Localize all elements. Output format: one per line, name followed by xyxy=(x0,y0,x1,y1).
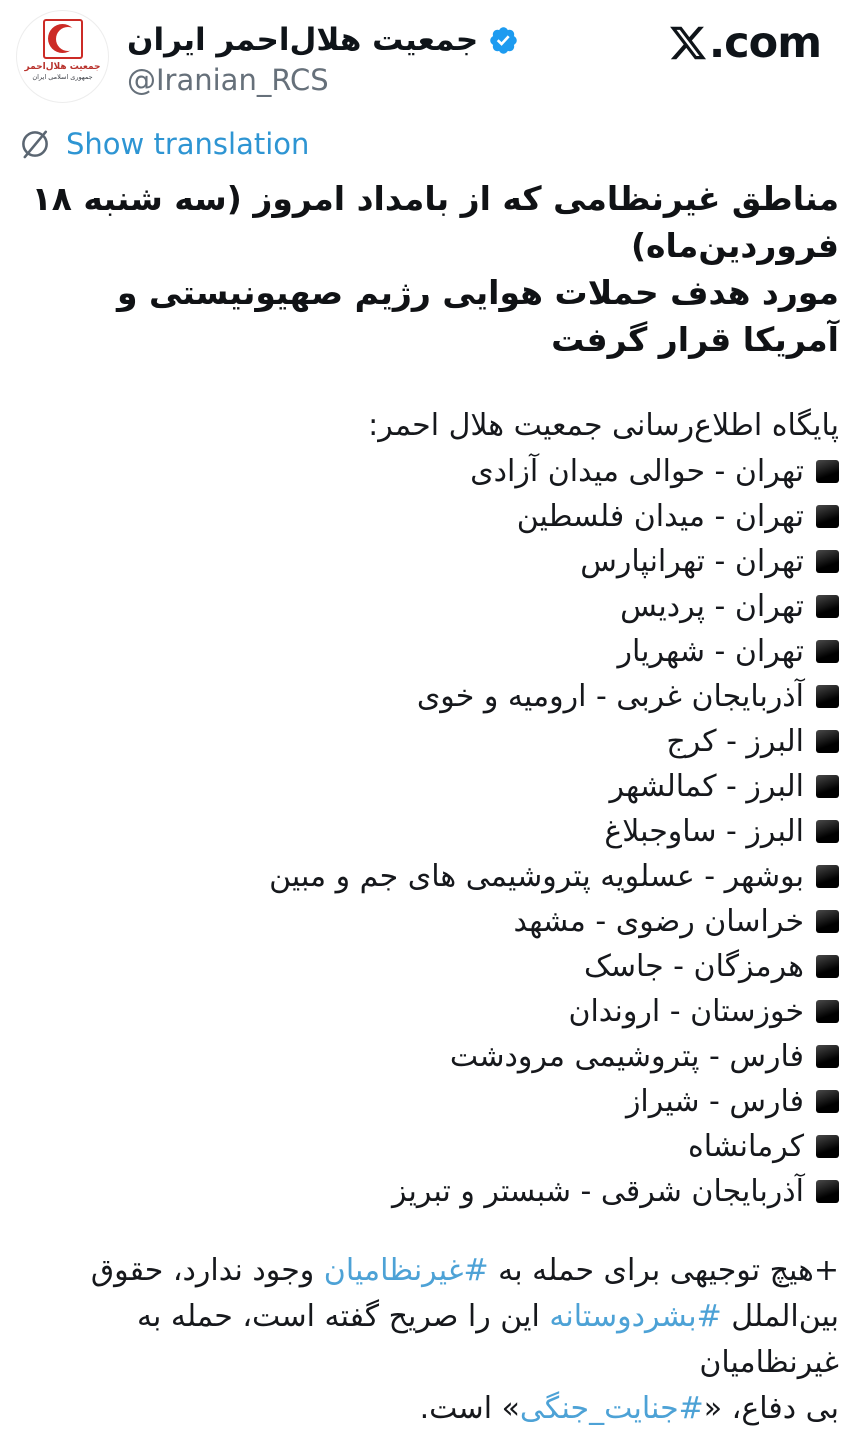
hashtag-link[interactable]: #بشردوستانه xyxy=(549,1299,722,1334)
verified-badge-icon xyxy=(488,25,519,56)
list-item-label: خراسان رضوی - مشهد xyxy=(513,904,804,939)
locations-list xyxy=(16,403,839,1214)
footer-text: بی دفاع، « xyxy=(703,1391,839,1426)
list-item xyxy=(16,1169,839,1214)
list-item-label: هرمزگان - جاسک xyxy=(583,949,804,984)
show-translation-button[interactable] xyxy=(18,127,839,161)
list-item xyxy=(16,584,839,629)
black-square-bullet-icon xyxy=(816,505,839,528)
list-item xyxy=(16,854,839,899)
list-item xyxy=(16,764,839,809)
footer-text: وجود ندارد، حقوق xyxy=(90,1253,324,1288)
red-crescent-logo-icon xyxy=(43,19,83,59)
watermark-suffix: .com xyxy=(708,18,821,68)
crescent-shape-icon xyxy=(45,21,81,57)
black-square-bullet-icon xyxy=(816,595,839,618)
black-square-bullet-icon xyxy=(816,640,839,663)
footer-line xyxy=(16,1248,839,1294)
account-name[interactable]: جمعیت هلال‌احمر ایران xyxy=(127,22,479,58)
list-item-label: فارس - پتروشیمی مرودشت xyxy=(449,1039,804,1074)
list-item-label: خوزستان - اروندان xyxy=(568,994,804,1029)
list-item-label: البرز - ساوجبلاغ xyxy=(604,814,804,849)
list-item-label: البرز - کرج xyxy=(666,724,804,759)
black-square-bullet-icon xyxy=(816,685,839,708)
black-square-bullet-icon xyxy=(816,1135,839,1158)
list-item xyxy=(16,449,839,494)
footer-text: » است. xyxy=(419,1391,520,1426)
list-item xyxy=(16,1124,839,1169)
translate-icon xyxy=(18,127,52,161)
list-item xyxy=(16,539,839,584)
black-square-bullet-icon xyxy=(816,1090,839,1113)
black-square-bullet-icon xyxy=(816,910,839,933)
avatar[interactable] xyxy=(16,10,109,103)
footer-text: بین‌الملل xyxy=(721,1299,839,1334)
list-item xyxy=(16,989,839,1034)
tweet-headline xyxy=(16,175,839,363)
list-item-label: تهران - میدان فلسطین xyxy=(516,499,804,534)
headline-line: مناطق غیرنظامی که از بامداد امروز (سه شنبه ۱۸ فروردین‌ماه) xyxy=(31,179,839,265)
account-handle[interactable]: @Iranian_RCS xyxy=(127,63,329,97)
hashtag-link[interactable]: #غیرنظامیان xyxy=(323,1253,489,1288)
footer-line xyxy=(16,1386,839,1432)
list-item-label: آذربایجان غربی - ارومیه و خوی xyxy=(416,679,804,714)
black-square-bullet-icon xyxy=(816,955,839,978)
black-square-bullet-icon xyxy=(816,1045,839,1068)
black-square-bullet-icon xyxy=(816,820,839,843)
list-item xyxy=(16,494,839,539)
black-square-bullet-icon xyxy=(816,1180,839,1203)
footer-line xyxy=(16,1294,839,1386)
list-item-label: فارس - شیراز xyxy=(625,1084,804,1119)
x-logo-icon xyxy=(668,23,708,63)
list-item-label: تهران - پردیس xyxy=(620,589,804,624)
headline-line: مورد هدف حملات هوایی رژیم صهیونیستی و آمریکا قرار گرفت xyxy=(117,273,839,359)
list-item-label: تهران - شهریار xyxy=(617,634,804,669)
x-com-watermark xyxy=(668,18,821,68)
black-square-bullet-icon xyxy=(816,1000,839,1023)
list-item xyxy=(16,899,839,944)
list-item xyxy=(16,944,839,989)
avatar-caption-line1: جمعیت هلال‌احمر xyxy=(24,62,101,72)
list-item-label: آذربایجان شرقی - شبستر و تبریز xyxy=(391,1174,804,1209)
list-item-label: بوشهر - عسلویه پتروشیمی های جم و مبین xyxy=(269,859,804,894)
list-item xyxy=(16,1034,839,1079)
list-item xyxy=(16,1079,839,1124)
tweet-header xyxy=(16,0,839,103)
list-item-label: تهران - حوالی میدان آزادی xyxy=(470,454,804,489)
hashtag-link[interactable]: #جنایت_جنگی xyxy=(519,1391,704,1426)
footer-text: +هیچ توجیهی برای حمله به xyxy=(488,1253,839,1288)
list-intro: پایگاه اطلاع‌رسانی جمعیت هلال احمر: xyxy=(368,408,839,443)
list-item-label: البرز - کمالشهر xyxy=(609,769,804,804)
list-item xyxy=(16,629,839,674)
list-item xyxy=(16,674,839,719)
avatar-caption-line2: جمهوری اسلامی ایران xyxy=(32,73,93,81)
black-square-bullet-icon xyxy=(816,460,839,483)
list-item xyxy=(16,719,839,764)
list-item-label: کرمانشاه xyxy=(687,1129,804,1164)
black-square-bullet-icon xyxy=(816,550,839,573)
show-translation-label: Show translation xyxy=(66,127,310,161)
list-item-label: تهران - تهرانپارس xyxy=(580,544,804,579)
black-square-bullet-icon xyxy=(816,865,839,888)
list-item xyxy=(16,809,839,854)
footer-text: این را صریح گفته است، حمله به غیرنظامیان xyxy=(136,1299,839,1380)
account-name-row xyxy=(127,22,519,58)
black-square-bullet-icon xyxy=(816,730,839,753)
black-square-bullet-icon xyxy=(816,775,839,798)
account-identity xyxy=(127,10,519,103)
tweet-footer xyxy=(16,1248,839,1432)
